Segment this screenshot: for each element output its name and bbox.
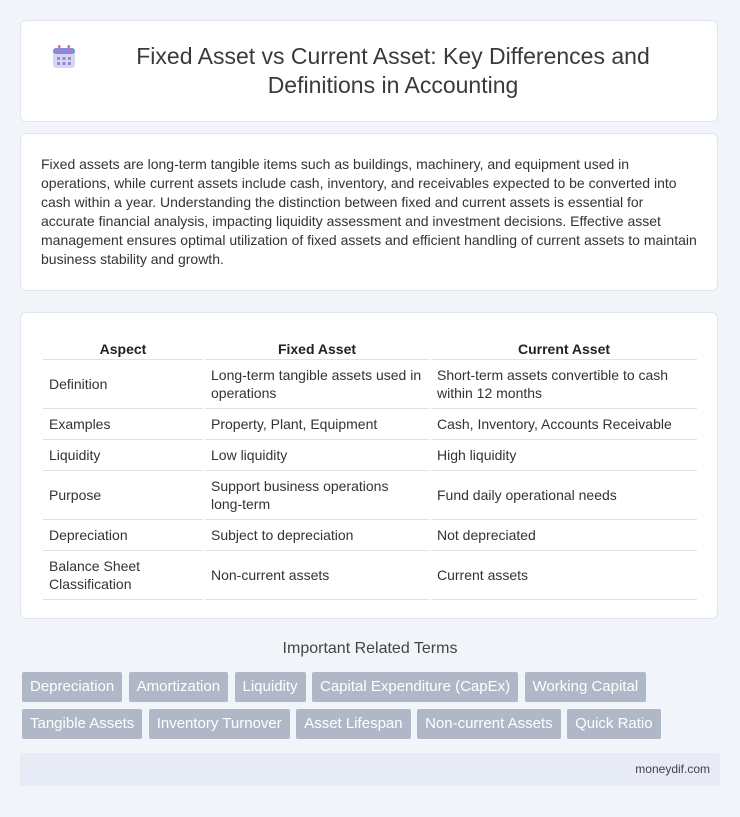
table-row — [43, 360, 697, 409]
table-cell: Short-term assets convertible to cash within 12 months — [431, 360, 697, 409]
table-cell: Balance Sheet Classification — [43, 551, 203, 600]
table-header-row — [43, 335, 697, 360]
table-row — [43, 471, 697, 520]
intro-text: Fixed assets are long-term tangible items such as buildings, machinery, and equipment used in operations, while current assets include cash, inventory, and receivables expected to be converted into cash within a year. Understanding the distinction between fixed and current assets is essential for accurate financial analysis, impacting liquidity assessment and investment decisions. Effective asset management ensures optimal utilization of fixed assets and efficient handling of current assets to maintain business stability and growth. — [41, 156, 697, 267]
table-cell: Property, Plant, Equipment — [205, 409, 429, 440]
comparison-table — [41, 335, 699, 600]
tag-asset-lifespan[interactable]: Asset Lifespan — [296, 709, 410, 739]
tag-tangible-assets[interactable]: Tangible Assets — [22, 709, 142, 739]
page-title: Fixed Asset vs Current Asset: Key Differences and Definitions in Accounting — [136, 43, 650, 98]
header-fixed-asset: Fixed Asset — [205, 335, 429, 360]
table-cell: Not depreciated — [431, 520, 697, 551]
table-cell: Long-term tangible assets used in operations — [205, 360, 429, 409]
table-row — [43, 520, 697, 551]
table-row — [43, 440, 697, 471]
table-row — [43, 551, 697, 600]
table-cell: Non-current assets — [205, 551, 429, 600]
tag-depreciation[interactable]: Depreciation — [22, 672, 122, 702]
table-cell: Subject to depreciation — [205, 520, 429, 551]
header-card — [20, 20, 718, 122]
tag-quick-ratio[interactable]: Quick Ratio — [567, 709, 661, 739]
tag-inventory-turnover[interactable]: Inventory Turnover — [149, 709, 290, 739]
table-cell: Definition — [43, 360, 203, 409]
table-row — [43, 409, 697, 440]
table-cell: Fund daily operational needs — [431, 471, 697, 520]
comparison-card — [20, 312, 718, 619]
header-aspect: Aspect — [43, 335, 203, 360]
table-cell: Low liquidity — [205, 440, 429, 471]
table-cell: Purpose — [43, 471, 203, 520]
table-cell: Depreciation — [43, 520, 203, 551]
tag-liquidity[interactable]: Liquidity — [235, 672, 306, 702]
intro-card — [20, 133, 718, 291]
tag-capital-expenditure[interactable]: Capital Expenditure (CapEx) — [312, 672, 518, 702]
related-terms-title: Important Related Terms — [282, 640, 458, 657]
table-cell: Cash, Inventory, Accounts Receivable — [431, 409, 697, 440]
footer — [20, 753, 720, 786]
footer-site-link[interactable]: moneydif.com — [635, 762, 710, 776]
tag-amortization[interactable]: Amortization — [129, 672, 228, 702]
tag-working-capital[interactable]: Working Capital — [525, 672, 647, 702]
related-terms-list — [22, 672, 722, 746]
tag-non-current-assets[interactable]: Non-current Assets — [417, 709, 561, 739]
table-cell: Liquidity — [43, 440, 203, 471]
header-current-asset: Current Asset — [431, 335, 697, 360]
table-cell: Current assets — [431, 551, 697, 600]
calendar-icon — [51, 44, 77, 70]
table-cell: Support business operations long-term — [205, 471, 429, 520]
table-cell: High liquidity — [431, 440, 697, 471]
table-cell: Examples — [43, 409, 203, 440]
